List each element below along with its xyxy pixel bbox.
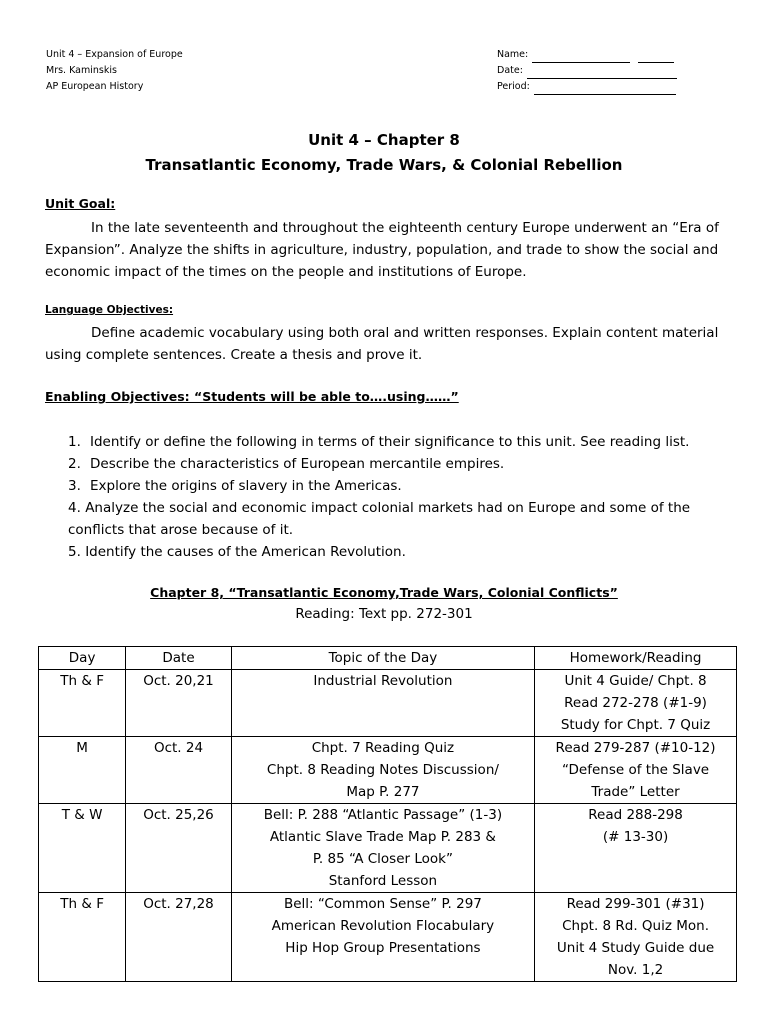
list-item-number: 1. xyxy=(68,434,81,450)
cell-date: Oct. 20,21 xyxy=(126,670,232,737)
homework-line: (# 13-30) xyxy=(602,829,669,845)
page-title: Unit 4 – Chapter 8 xyxy=(308,131,460,149)
homework-line: Unit 4 Study Guide due xyxy=(556,940,715,956)
list-item xyxy=(68,497,728,541)
header-fields xyxy=(497,47,677,95)
chapter-title: Chapter 8, “Transatlantic Economy,Trade Wars, Colonial Conflicts” xyxy=(150,585,618,600)
reading-assignment: Reading: Text pp. 272-301 xyxy=(295,606,473,622)
topic-line: Bell: “Common Sense” P. 297 xyxy=(283,896,482,912)
cell-topic xyxy=(231,670,534,737)
list-item xyxy=(68,453,728,475)
date-blank xyxy=(527,68,677,79)
cell-day: Th & F xyxy=(39,893,126,982)
cell-topic xyxy=(231,893,534,982)
page-subtitle: Transatlantic Economy, Trade Wars, & Colonial Rebellion xyxy=(145,156,623,174)
objectives-list xyxy=(68,431,728,563)
cell-date: Oct. 24 xyxy=(126,737,232,804)
cell-date: Oct. 25,26 xyxy=(126,804,232,893)
list-item xyxy=(68,475,728,497)
cell-topic xyxy=(231,737,534,804)
list-item-text: Identify or define the following in terms of their significance to this unit. See reading list. xyxy=(90,434,690,450)
name-blank xyxy=(532,52,630,63)
header-teacher: Mrs. Kaminskis xyxy=(46,65,117,76)
cell-day: M xyxy=(39,737,126,804)
header-homework: Homework/Reading xyxy=(535,647,737,670)
name-blank-extra xyxy=(638,52,674,63)
cell-homework xyxy=(535,804,737,893)
topic-line: Atlantic Slave Trade Map P. 283 & xyxy=(269,829,496,845)
topic-line: Map P. 277 xyxy=(346,784,420,800)
topic-line: American Revolution Flocabulary xyxy=(271,918,495,934)
topic-line: Hip Hop Group Presentations xyxy=(285,940,481,956)
list-item xyxy=(68,541,728,563)
homework-line: Read 279-287 (#10-12) xyxy=(555,740,716,756)
homework-line: Read 272-278 (#1-9) xyxy=(564,695,707,711)
table-row xyxy=(39,893,737,982)
cell-homework xyxy=(535,737,737,804)
list-item-number: 4. xyxy=(68,500,81,516)
cell-homework xyxy=(535,670,737,737)
name-label: Name: xyxy=(497,49,529,60)
table-row xyxy=(39,804,737,893)
period-blank xyxy=(534,84,676,95)
unit-goal-text xyxy=(45,217,735,283)
homework-line: Read 299-301 (#31) xyxy=(566,896,705,912)
homework-line: Read 288-298 xyxy=(588,807,683,823)
language-objectives-text xyxy=(45,322,735,366)
list-item-text: Identify the causes of the American Revolution. xyxy=(85,544,406,560)
header-day: Day xyxy=(39,647,126,670)
header-course: AP European History xyxy=(46,81,144,92)
list-item-number: 2. xyxy=(68,456,81,472)
header-unit: Unit 4 – Expansion of Europe xyxy=(46,49,183,60)
unit-goal-body: In the late seventeenth and throughout the eighteenth century Europe underwent an “Era of Expansion”. Analyze the shifts in agriculture, industry, population, and trade to show the social and economic impact of the times on the people and institutions of Europe. xyxy=(45,220,719,280)
header-date: Date xyxy=(126,647,232,670)
name-field xyxy=(497,47,677,63)
topic-line: P. 85 “A Closer Look” xyxy=(312,851,453,867)
list-item-text: Describe the characteristics of European mercantile empires. xyxy=(90,456,505,472)
topic-line: Industrial Revolution xyxy=(313,673,453,689)
cell-day: T & W xyxy=(39,804,126,893)
list-item xyxy=(68,431,728,453)
table-row xyxy=(39,737,737,804)
header-topic: Topic of the Day xyxy=(231,647,534,670)
topic-line: Stanford Lesson xyxy=(328,873,438,889)
language-objectives-body: Define academic vocabulary using both oral and written responses. Explain content material using complete sentences. Create a thesis and prove it. xyxy=(45,325,719,363)
date-label: Date: xyxy=(497,65,523,76)
enabling-objectives-heading: Enabling Objectives: “Students will be able to….using……” xyxy=(45,389,459,404)
header-info xyxy=(46,47,183,95)
topic-line: Chpt. 7 Reading Quiz xyxy=(311,740,455,756)
cell-topic xyxy=(231,804,534,893)
schedule-table xyxy=(38,646,737,982)
homework-line: Chpt. 8 Rd. Quiz Mon. xyxy=(562,918,709,934)
language-objectives-heading: Language Objectives: xyxy=(45,304,174,316)
topic-line: Bell: P. 288 “Atlantic Passage” (1-3) xyxy=(263,807,503,823)
list-item-number: 3. xyxy=(68,478,81,494)
cell-homework xyxy=(535,893,737,982)
list-item-number: 5. xyxy=(68,544,81,560)
table-header-row xyxy=(39,647,737,670)
list-item-text: Explore the origins of slavery in the Americas. xyxy=(90,478,402,494)
topic-line: Chpt. 8 Reading Notes Discussion/ xyxy=(266,762,499,778)
date-field xyxy=(497,63,677,79)
homework-line: Nov. 1,2 xyxy=(607,962,664,978)
homework-line: Trade” Letter xyxy=(591,784,680,800)
homework-line: Study for Chpt. 7 Quiz xyxy=(560,717,711,733)
cell-day: Th & F xyxy=(39,670,126,737)
table-row xyxy=(39,670,737,737)
unit-goal-heading: Unit Goal: xyxy=(45,196,116,211)
homework-line: “Defense of the Slave xyxy=(561,762,710,778)
list-item-text: Analyze the social and economic impact colonial markets had on Europe and some of the conflicts that arose because of it. xyxy=(68,500,691,538)
period-label: Period: xyxy=(497,81,530,92)
homework-line: Unit 4 Guide/ Chpt. 8 xyxy=(564,673,707,689)
period-field xyxy=(497,79,677,95)
cell-date: Oct. 27,28 xyxy=(126,893,232,982)
